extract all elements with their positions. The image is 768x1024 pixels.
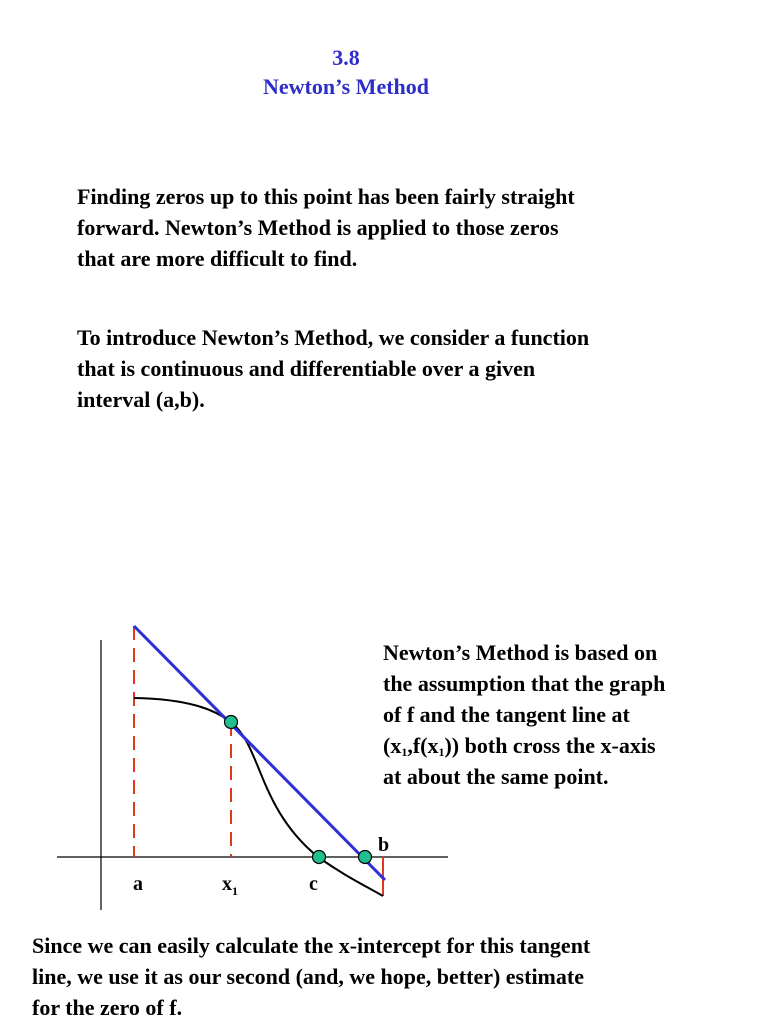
side-note-line-2: the assumption that the graph [383,671,666,696]
section-title: Newton’s Method [263,74,429,99]
label-c: c [309,873,318,895]
label-x1-sub: 1 [232,884,238,898]
label-x1 [222,873,238,898]
intro-paragraph: Finding zeros up to this point has been fairly straight forward. Newton’s Method is applied to those zeros that are more difficult to find. [77,184,575,271]
side-note-line-3: of f and the tangent line at [383,702,630,727]
side-note-line-4-close: )) both cross the x-axis [444,733,656,758]
side-note [383,637,763,792]
label-a: a [133,873,143,895]
tangent-point [225,716,238,729]
tangent-line [134,626,385,880]
side-note-line-4 [383,730,763,761]
side-note-subscript-1: 1 [401,745,408,759]
bottom-paragraph: Since we can easily calculate the x-intercept for this tangent line, we use it as our second (and, we hope, better) estimate for the zero of f. [32,933,591,1020]
side-note-line-4-open: (x [383,733,402,758]
zero-point-c [313,851,326,864]
side-note-line-4-mid: ,f(x [407,733,439,758]
side-note-subscript-2: 1 [438,745,445,759]
section-number: 3.8 [332,45,360,70]
label-x1-base: x [222,873,232,895]
tangent-intercept-point [359,851,372,864]
side-note-line-1: Newton’s Method is based on [383,640,658,665]
function-curve [134,698,383,896]
label-b: b [378,834,390,856]
second-paragraph: To introduce Newton’s Method, we consider a function that is continuous and differentiable over a given interval (a,b). [77,325,590,412]
side-note-line-5: at about the same point. [383,764,609,789]
